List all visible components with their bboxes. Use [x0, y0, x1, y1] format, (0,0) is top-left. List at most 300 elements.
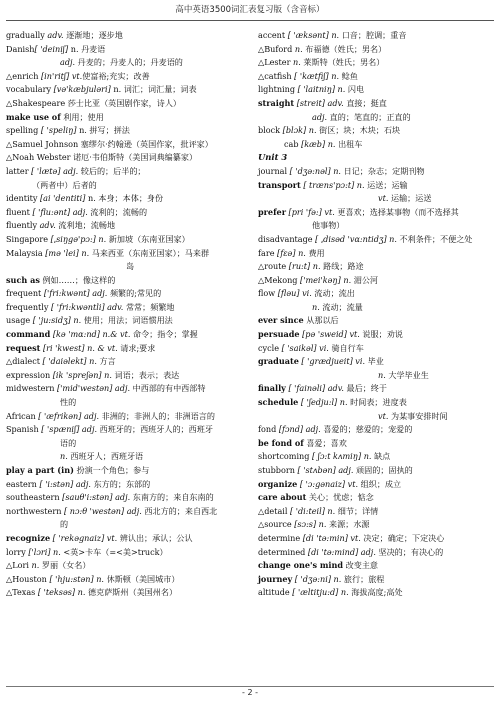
vocab-phonetic: [ 'teksəs] n.	[35, 587, 88, 598]
vocab-entry	[6, 97, 246, 111]
vocab-definition: 莎士比亚（英国剧作家，诗人）	[67, 97, 182, 108]
vocab-definition: 语的	[60, 437, 77, 448]
vocab-phonetic: [fləu] vi.	[275, 288, 315, 299]
vocab-definition: 不利条件；不便之处	[399, 233, 473, 244]
vocab-phonetic: [ ˌdisəd 'vɑ:ntidʒ] n.	[312, 233, 400, 244]
vocab-phonetic: adj.	[60, 57, 78, 68]
vocab-definition: n. 丹麦语	[70, 43, 106, 54]
vocab-entry	[258, 437, 498, 451]
vocab-entry	[6, 491, 246, 505]
vocab-phonetic: [ 'di:teil] n.	[287, 505, 338, 516]
vocab-phonetic: [streit] adv.	[294, 97, 347, 108]
vocab-definition: 岛	[126, 261, 135, 272]
vocab-word: recognize	[6, 532, 51, 543]
vocab-word: △source	[258, 519, 292, 530]
vocab-entry	[258, 518, 498, 532]
vocab-phonetic: [ 'ʃedju:l] n.	[298, 397, 351, 408]
vocab-word: cycle	[258, 342, 280, 353]
vocab-definition: 大学毕业生	[388, 369, 429, 380]
vocab-entry	[6, 355, 246, 369]
vocab-entry	[258, 29, 498, 43]
vocab-definition: 使用；用法；词语惯用法	[83, 315, 173, 326]
vocab-word: gradually	[6, 30, 45, 40]
vocab-entry	[6, 423, 246, 437]
vocab-entry	[258, 219, 498, 233]
vocab-entry	[6, 573, 246, 587]
vocab-definition: 组织；成立	[360, 478, 402, 489]
vocab-phonetic: [ 'deiniʃ]	[34, 43, 71, 54]
vocab-phonetic: [ 'kætfiʃ] n.	[291, 70, 342, 81]
vocab-definition: 改变主意	[345, 560, 379, 571]
vocab-definition: 新加坡（东南亚国家）	[108, 233, 190, 244]
vocab-phonetic: [ 'lætə] adj.	[28, 165, 81, 176]
vocab-definition: 决定；确定；下定决心	[363, 532, 445, 543]
vocab-word: △Lester	[258, 57, 291, 68]
vocab-definition: 流动；流出	[314, 288, 355, 299]
vocab-entry	[258, 43, 498, 57]
vocab-entry	[258, 546, 498, 560]
vocab-phonetic: [ru:t] n.	[286, 261, 324, 272]
vocab-phonetic: [ ʃɔ:t kʌmiŋ] n.	[309, 451, 375, 462]
vocab-phonetic: [ 'dʒə:ni] n.	[292, 573, 344, 584]
vocab-definition: 运送；运输	[367, 179, 408, 190]
vocab-phonetic: [fɛə] n.	[274, 247, 309, 258]
vocab-phonetic: n.	[292, 43, 306, 54]
vocab-definition: 更喜欢；选择某事物（而不选择其	[337, 206, 459, 217]
vocab-word: transport	[258, 179, 301, 190]
vocab-entry	[258, 233, 498, 247]
vocab-phonetic: [ 'saikəl] vi.	[279, 342, 332, 353]
vocab-definition: 丹麦的；丹麦人的；丹麦语的	[77, 57, 183, 68]
vocab-definition: 细节；详情	[337, 505, 379, 516]
vocab-entry	[6, 192, 246, 206]
vocab-definition: 西班牙人；西班牙语	[70, 451, 144, 462]
vocab-word: fluently	[6, 220, 38, 231]
vocab-phonetic: [ træns'pɔ:t] n.	[300, 179, 368, 190]
vocab-phonetic: [ˌsiŋgə'pɔ:] n.	[48, 233, 109, 244]
vocab-phonetic: [ 'æfrikən] adj.	[35, 410, 102, 421]
vocab-phonetic: [di 'tə:min] vt.	[300, 532, 364, 543]
vocab-phonetic: [ 'ɔ:gənaiz] vt.	[297, 478, 361, 489]
vocab-definition: 较后的；后半的；	[80, 165, 146, 176]
vocab-entry	[258, 56, 498, 70]
vocab-definition: 口音；腔调；重音	[341, 30, 407, 40]
vocab-word: △dialect	[6, 356, 40, 367]
vocab-word: latter	[6, 165, 29, 176]
vocab-phonetic: [ 'dʒə:nəl] n.	[287, 165, 344, 176]
vocab-entry	[258, 586, 498, 600]
vocab-entry	[258, 274, 498, 288]
vocab-entry	[6, 450, 246, 464]
vocab-entry	[258, 97, 498, 111]
vocab-definition: 西北方的；来自西北	[144, 505, 218, 516]
vocab-definition: n. 拼写；拼法	[79, 125, 130, 136]
vocab-word: Spanish	[6, 424, 39, 435]
vocab-definition: 诺厄·韦伯斯特（美国词典编纂家）	[73, 152, 198, 163]
vocab-definition: 鲶鱼	[341, 70, 358, 81]
vocab-word: △Texas	[6, 587, 36, 598]
vocab-definition: 流利的；流畅的	[90, 206, 148, 217]
vocab-entry	[258, 505, 498, 519]
vocab-entry	[258, 369, 498, 383]
vocab-entry	[258, 179, 498, 193]
vocab-word: vocabulary	[6, 84, 52, 95]
vocab-word: △Lori	[6, 560, 29, 571]
vocab-phonetic: [ai 'dentiti]	[37, 193, 88, 204]
vocab-definition: 顽固的；固执的	[356, 465, 413, 475]
vocab-entry	[6, 124, 246, 138]
vocab-entry	[6, 369, 246, 383]
vocab-entry	[6, 138, 246, 152]
vocab-word: lorry	[6, 546, 26, 557]
vocab-word: altitude	[258, 587, 290, 598]
vocab-word: △detail	[258, 505, 288, 516]
vocab-phonetic: [ri 'kwest] n. & vt.	[40, 342, 121, 353]
vocab-word: eastern	[6, 478, 37, 489]
vocab-word: flow	[258, 288, 276, 299]
vocab-word: △Noah Webster	[6, 152, 71, 163]
vocab-phonetic: adv.	[44, 30, 67, 40]
vocab-phonetic: adj.	[312, 111, 330, 122]
vocab-word: northwestern	[6, 505, 62, 516]
vocab-definition: 街区；块；木块；石块	[319, 125, 401, 136]
vocab-entry	[6, 478, 246, 492]
vocab-phonetic: [ 'ju:sidʒ] n.	[30, 315, 84, 326]
vocab-definition: 东南方的；来自东南的	[132, 492, 214, 503]
vocab-definition: 词语；表示；表达	[114, 369, 180, 380]
footer-divider	[6, 686, 494, 687]
vocab-phonetic: vt.	[378, 193, 391, 204]
vocab-entry	[6, 532, 246, 546]
vocab-word: lightning	[258, 84, 296, 95]
vocab-word: graduate	[258, 356, 299, 367]
vocab-word: persuade	[258, 329, 300, 340]
vocab-word: △catfish	[258, 70, 292, 81]
vocab-word: fare	[258, 247, 275, 258]
vocab-word: determine	[258, 532, 301, 543]
vocab-definition: 塞缪尔·约翰逊（英国作家，批评家）	[80, 138, 213, 149]
vocab-definition: n. 词汇；词汇量；词表	[113, 84, 197, 95]
vocab-phonetic: vt.	[378, 410, 391, 421]
vocab-word: identity	[6, 193, 38, 204]
vocab-word: request	[6, 342, 41, 353]
vocab-entry	[6, 179, 246, 193]
vocab-word: schedule	[258, 397, 299, 408]
vocab-phonetic: [ 'spæniʃ] adj.	[38, 424, 100, 435]
vocab-word: care about	[258, 492, 307, 503]
vocab-phonetic: [ 'flu:ənt] adj.	[29, 206, 91, 217]
vocab-entry	[6, 342, 246, 356]
vocab-word: accent	[258, 30, 286, 40]
vocab-word: prefer	[258, 206, 286, 217]
vocab-entry	[258, 423, 498, 437]
vocab-phonetic: [ 'stʌbən] adj.	[294, 465, 357, 475]
vocab-definition: 请求;要求	[120, 342, 156, 353]
vocab-word: frequent	[6, 288, 42, 299]
vocab-entry	[6, 56, 246, 70]
vocab-entry	[6, 328, 246, 342]
vocab-phonetic: n.	[378, 369, 389, 380]
vocab-phonetic: [kə 'mɑ:nd] n.& vt.	[50, 329, 133, 340]
vocab-entry	[6, 260, 246, 274]
vocab-phonetic: n.	[290, 57, 304, 68]
vocab-entry	[6, 151, 246, 165]
vocab-definition: 德克萨斯州（美国州名）	[88, 587, 178, 598]
vocab-entry	[6, 219, 246, 233]
vocab-phonetic: [ 'fainəli] adv.	[285, 383, 347, 394]
vocab-word: shortcoming	[258, 451, 310, 462]
vocab-entry	[258, 342, 498, 356]
vocab-word: △Houston	[6, 573, 47, 584]
vocab-definition: （两者中）后者的	[32, 179, 97, 190]
vocab-phonetic: [ik 'spreʃən] n.	[50, 369, 115, 380]
vocab-definition: 频繁的;常见的	[109, 288, 162, 299]
vocab-definition: 命令；指令；掌握	[133, 329, 198, 340]
vocab-phonetic: [di 'tə:mind] adj.	[305, 546, 379, 557]
vocab-word: △route	[258, 261, 287, 272]
page-footer	[0, 688, 500, 697]
vocab-entry	[6, 287, 246, 301]
vocab-word: block	[258, 125, 281, 136]
vocab-entry	[258, 206, 498, 220]
vocab-entry	[6, 518, 246, 532]
vocab-definition: 马来西亚（东南亚国家）；马来群	[91, 247, 210, 258]
vocab-definition: 莱斯特（姓氏；男名）	[303, 57, 385, 68]
vocab-definition: 直接；挺直	[346, 97, 387, 108]
vocab-phonetic: [ 'æksənt] n.	[285, 30, 342, 40]
vocab-entry	[6, 314, 246, 328]
vocab-word: ever since	[258, 315, 304, 326]
vocab-definition: 使富裕;充实；改善	[82, 70, 150, 81]
vocab-definition: 关心；忧虑；惦念	[308, 492, 374, 503]
vocab-entry	[6, 301, 246, 315]
vocab-word: △Samuel Johnson	[6, 138, 79, 149]
vocab-phonetic: [pri 'fə:] vt.	[285, 206, 338, 217]
vocab-phonetic: [ 'speliŋ]	[38, 125, 80, 136]
vocab-entry	[258, 124, 498, 138]
vocab-definition: 坚决的；有决心的	[378, 546, 444, 557]
vocab-phonetic: [və'kæbjuləri]	[51, 84, 114, 95]
vocab-entry	[258, 464, 498, 478]
vocab-entry	[258, 328, 498, 342]
vocab-entry	[258, 247, 498, 261]
vocab-entry	[6, 505, 246, 519]
vocab-definition: 扮演一个角色；参与	[76, 465, 150, 475]
vocab-word: journal	[258, 165, 288, 176]
vocab-entry	[258, 260, 498, 274]
vocab-definition: 逐渐地；逐步地	[66, 30, 123, 40]
vocab-word: organize	[258, 478, 298, 489]
right-column	[258, 29, 498, 600]
vocab-word: frequently	[6, 301, 49, 312]
vocab-entry	[6, 233, 246, 247]
vocab-phonetic: [ 'daiəlekt] n.	[39, 356, 100, 367]
vocab-entry	[6, 83, 246, 97]
vocab-definition: 出租车	[338, 138, 363, 149]
vocab-phonetic: [ 'hju:stən] n.	[46, 573, 107, 584]
vocab-entry	[6, 586, 246, 600]
vocab-entry	[258, 83, 498, 97]
vocab-phonetic: ['fri:kwənt] adj.	[41, 288, 110, 299]
vocab-entry	[258, 559, 498, 573]
vocab-word: expression	[6, 369, 51, 380]
vocab-entry	[258, 396, 498, 410]
vocab-phonetic: [sauθ'i:stən] adj.	[59, 492, 133, 503]
vocab-entry	[258, 410, 498, 424]
vocab-phonetic: ['mid'westən] adj.	[54, 383, 133, 394]
vocab-entry	[258, 355, 498, 369]
vocab-word: Singapore	[6, 233, 49, 244]
vocab-word: △Mekong	[258, 274, 298, 285]
vocab-phonetic: [ 'fri:kwəntli] adv.	[48, 301, 126, 312]
vocab-definition: 休斯顿（美国城市）	[106, 573, 180, 584]
vocab-definition: 辨认出；承认；公认	[119, 532, 193, 543]
vocab-definition: 他事物）	[312, 220, 345, 231]
vocab-definition: <英>卡车（=<美>truck）	[63, 546, 168, 557]
vocab-word: spelling	[6, 125, 39, 136]
vocab-entry	[6, 559, 246, 573]
vocab-entry	[258, 478, 498, 492]
vocab-definition: 的	[60, 519, 69, 530]
vocab-definition: 路线；路途	[323, 261, 364, 272]
vocab-definition: 方言	[99, 356, 116, 367]
vocab-phonetic: [kæb] n.	[298, 138, 339, 149]
vocab-definition: 运输；运送	[390, 193, 432, 204]
vocab-entry	[258, 301, 498, 315]
vocab-entry	[258, 491, 498, 505]
vocab-definition: 罗丽（女名）	[41, 560, 91, 571]
vocab-definition: 中西部的有中西部特	[132, 383, 206, 394]
vocab-phonetic: [ 'grædjueit] vi.	[298, 356, 368, 367]
vocab-definition: 布福德（姓氏；男名）	[305, 43, 387, 54]
vocab-word: disadvantage	[258, 233, 313, 244]
vocab-definition: 喜爱；喜欢	[306, 437, 347, 448]
vocab-word: fond	[258, 424, 277, 435]
vocab-definition: 流动；流量	[322, 301, 363, 312]
vocab-definition: 旅行；旅程	[343, 573, 385, 584]
vocab-definition: 非洲的；非洲人的；非洲语言的	[101, 410, 215, 421]
vocab-word: change one's mind	[258, 560, 344, 571]
vocab-word: determined	[258, 546, 306, 557]
header-divider	[6, 20, 494, 21]
vocab-word: straight	[258, 97, 295, 108]
vocab-word: make use of	[6, 111, 61, 122]
vocab-phonetic: [ nɔ:θ 'westən] adj.	[61, 505, 145, 516]
vocab-word: command	[6, 329, 51, 340]
vocab-definition: 最后；终于	[346, 383, 387, 394]
vocab-entry	[258, 573, 498, 587]
vocab-entry	[6, 410, 246, 424]
vocab-entry	[258, 165, 498, 179]
vocab-phonetic: n.	[28, 560, 42, 571]
vocab-definition: 西班牙的；西班牙人的；西班牙	[99, 424, 213, 435]
vocab-definition: n. 本身；本体；身份	[88, 193, 164, 204]
vocab-phonetic: [ 'rekəgnaiz] vt.	[50, 532, 120, 543]
vocab-entry	[258, 111, 498, 125]
vocab-definition: 从那以后	[306, 315, 339, 326]
vocab-entry	[6, 546, 246, 560]
page-number: - 2 -	[242, 688, 258, 697]
vocab-entry	[258, 382, 498, 396]
vocab-word: fluent	[6, 206, 30, 217]
vocab-word: Danish	[6, 43, 35, 54]
vocab-entry	[6, 274, 246, 288]
vocab-word: finally	[258, 383, 286, 394]
vocab-entry	[6, 29, 246, 43]
vocab-definition: 日记；杂志；定期刊物	[343, 165, 425, 176]
vocab-phonetic: [sɔ:s] n.	[291, 519, 330, 530]
vocab-definition: 说服；劝说	[362, 329, 403, 340]
vocab-definition: 直的；笔直的；正直的	[329, 111, 411, 122]
vocab-word: △enrich	[6, 70, 39, 81]
page-header	[0, 0, 500, 22]
vocab-entry	[6, 165, 246, 179]
vocab-entry	[6, 206, 246, 220]
vocab-phonetic: ['mei'kəŋ] n.	[297, 274, 354, 285]
vocab-entry	[6, 464, 246, 478]
vocab-word: stubborn	[258, 465, 295, 475]
vocab-entry	[6, 111, 246, 125]
vocab-definition: 利用；使用	[63, 111, 104, 122]
vocab-phonetic: n.	[60, 451, 71, 462]
vocab-definition: 性的	[60, 397, 77, 408]
vocab-definition: 时间表；进度表	[350, 397, 407, 408]
vocab-definition: 湄公河	[353, 274, 379, 285]
vocab-word: southeastern	[6, 492, 60, 503]
vocab-word: midwestern	[6, 383, 55, 394]
vocab-definition: 毕业	[367, 356, 384, 367]
vocab-entry	[6, 70, 246, 84]
vocab-word: journey	[258, 573, 293, 584]
vocab-definition: 闪电	[347, 84, 365, 95]
vocab-phonetic: [fɔnd] adj.	[276, 424, 324, 435]
vocab-entry	[258, 138, 498, 152]
vocab-definition: 例如……；像这样的	[42, 274, 116, 285]
vocab-phonetic: n.	[312, 301, 323, 312]
vocab-entry	[258, 450, 498, 464]
vocab-entry	[258, 287, 498, 301]
vocab-word: △Shakespeare	[6, 97, 66, 108]
vocab-word: cab	[284, 138, 299, 149]
vocab-entry	[6, 247, 246, 261]
vocab-word: African	[6, 410, 36, 421]
vocab-phonetic: [in'ritʃ] vt.	[38, 70, 83, 81]
vocab-word: be fond of	[258, 437, 304, 448]
vocab-word: △Buford	[258, 43, 293, 54]
vocab-definition: 喜爱的；慈爱的；宠爱的	[323, 424, 413, 435]
vocab-entry	[6, 437, 246, 451]
vocab-entry	[258, 70, 498, 84]
vocab-word: play a part (in)	[6, 465, 74, 475]
vocab-entry	[6, 43, 246, 57]
vocab-phonetic: ['lɔri] n.	[25, 546, 64, 557]
vocab-definition: 费用	[308, 247, 325, 258]
unit-heading: Unit 3	[258, 152, 288, 163]
vocab-definition: 骑自行车	[331, 342, 364, 353]
vocab-word: such as	[6, 274, 40, 285]
vocab-definition: 常常；频繁地	[125, 301, 175, 312]
vocab-definition: 缺点	[374, 451, 391, 462]
vocab-definition: 海拔高度;高处	[351, 587, 403, 598]
left-column	[6, 29, 246, 600]
page-header-title: 高中英语3500词汇表复习版（含音标）	[175, 5, 325, 15]
vocab-entry	[258, 192, 498, 206]
vocab-phonetic: [mə 'lei] n.	[42, 247, 92, 258]
vocab-phonetic: [ 'i:stən] adj.	[36, 478, 94, 489]
vocab-definition: 为某事安排时间	[390, 410, 448, 421]
vocab-phonetic: [ 'laitniŋ] n.	[295, 84, 348, 95]
vocab-entry	[6, 382, 246, 396]
